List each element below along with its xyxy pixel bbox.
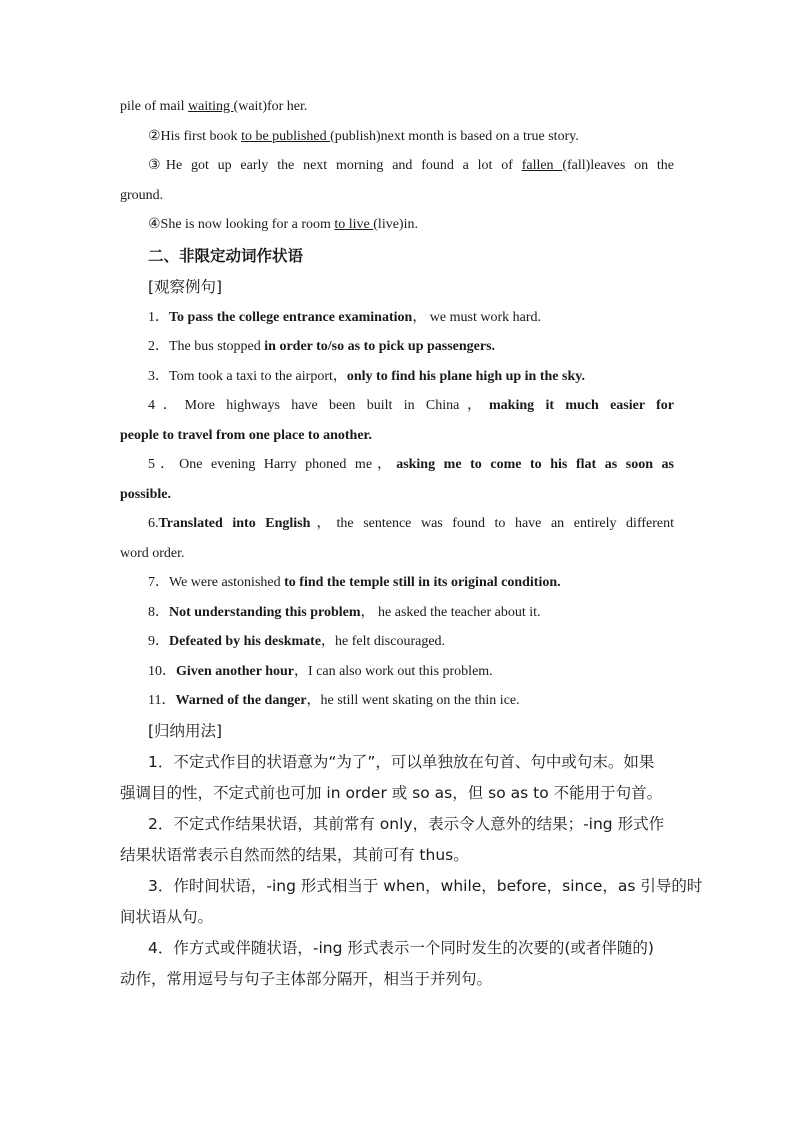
answer-blank: waiting bbox=[188, 99, 234, 114]
exercise-line-2: ②His first book to be published (publish)next month is based on a true story. bbox=[148, 128, 579, 144]
exercise-line-1: pile of mail waiting (wait)for her. bbox=[120, 99, 308, 114]
rule-2-cont: 结果状语常表示自然而然的结果，其前可有 thus。 bbox=[120, 845, 469, 864]
example-4-cont: people to travel from one place to another. bbox=[120, 427, 372, 443]
exercise-line-3: ③He got up early the next morning and found a lot of fallen (fall)leaves on the bbox=[148, 158, 674, 173]
rule-3: 3．作时间状语，-ing 形式相当于 when，while，before，since，as 引导的时 bbox=[148, 876, 703, 895]
example-5: 5．One evening Harry phoned me，asking me to come to his flat as soon as bbox=[148, 457, 675, 472]
example-5-cont: possible. bbox=[120, 486, 171, 502]
example-7: 7．We were astonished to find the temple still in its original condition. bbox=[148, 575, 561, 590]
rule-4: 4．作方式或伴随状语，-ing 形式表示一个同时发生的次要的(或者伴随的) bbox=[148, 938, 654, 957]
exercise-line-4: ④She is now looking for a room to live (live)in. bbox=[148, 217, 418, 232]
example-11: 11．Warned of the danger，he still went skating on the thin ice. bbox=[148, 693, 520, 708]
answer-blank: fallen bbox=[521, 158, 563, 173]
example-9: 9．Defeated by his deskmate，he felt discouraged. bbox=[148, 634, 446, 649]
rule-4-cont: 动作，常用逗号与句子主体部分隔开，相当于并列句。 bbox=[120, 969, 493, 988]
example-6-cont: word order. bbox=[120, 545, 185, 561]
page-content bbox=[120, 92, 703, 995]
observe-heading: [观察例句] bbox=[148, 277, 223, 296]
rule-3-cont: 间状语从句。 bbox=[120, 907, 214, 926]
example-3: 3．Tom took a taxi to the airport，only to find his plane high up in the sky. bbox=[148, 368, 585, 384]
section-title: 二、非限定动词作状语 bbox=[148, 246, 304, 265]
example-1: 1．To pass the college entrance examination， we must work hard. bbox=[148, 309, 542, 325]
example-6: 6.Translated into English，the sentence was found to have an entirely different bbox=[148, 516, 674, 531]
exercise-line-3-cont: ground. bbox=[120, 187, 164, 203]
rule-2: 2．不定式作结果状语，其前常有 only，表示令人意外的结果；-ing 形式作 bbox=[148, 814, 665, 833]
answer-blank: to be published bbox=[241, 128, 331, 144]
rule-1-cont: 强调目的性，不定式前也可加 in order 或 so as，但 so as to 不能用于句首。 bbox=[120, 783, 663, 802]
example-10: 10．Given another hour，I can also work out this problem. bbox=[148, 663, 493, 679]
rule-1: 1．不定式作目的状语意为“为了”，可以单独放在句首、句中或句末。如果 bbox=[148, 752, 655, 771]
answer-blank: to live bbox=[334, 217, 374, 232]
example-4: 4．More highways have been built in China，making it much easier for bbox=[148, 398, 675, 413]
example-8: 8．Not understanding this problem， he asked the teacher about it. bbox=[148, 604, 541, 620]
summary-heading: [归纳用法] bbox=[148, 721, 223, 740]
example-2: 2．The bus stopped in order to/so as to pick up passengers. bbox=[148, 339, 496, 354]
